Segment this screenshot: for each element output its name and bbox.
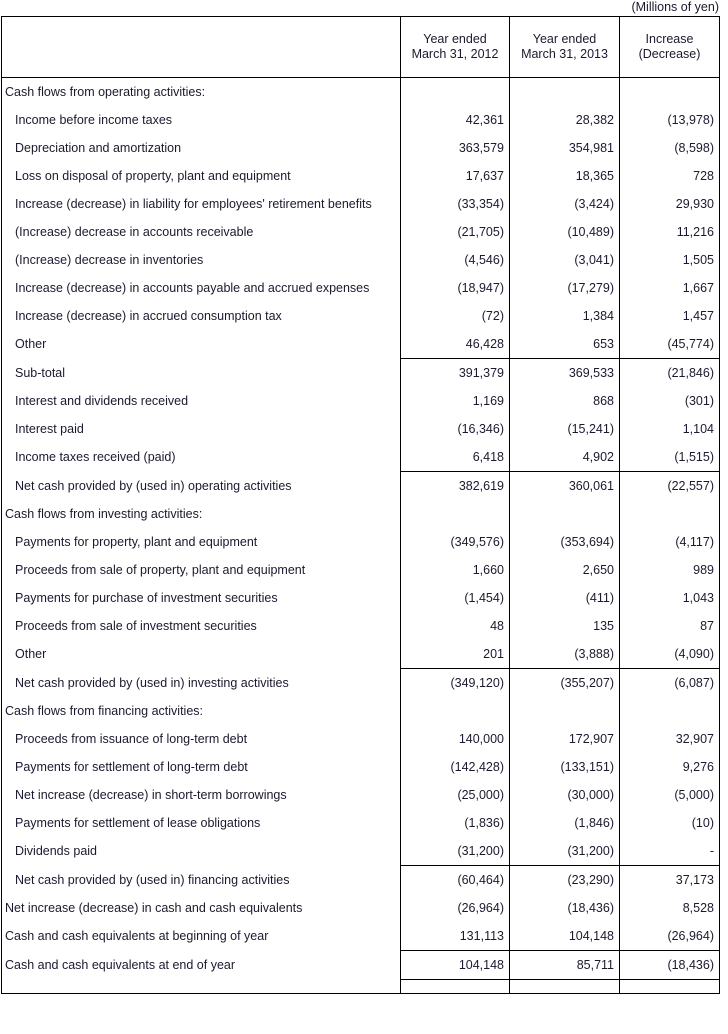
table-row bbox=[2, 472, 720, 501]
table-row bbox=[2, 584, 720, 612]
row-value-2012: (349,120) bbox=[401, 669, 510, 698]
table-row bbox=[2, 894, 720, 922]
row-label: Payments for property, plant and equipment bbox=[2, 528, 401, 556]
row-value-2013: (355,207) bbox=[510, 669, 620, 698]
row-value-2012: 1,169 bbox=[401, 387, 510, 415]
row-value-2013: 354,981 bbox=[510, 134, 620, 162]
row-value-2013: (30,000) bbox=[510, 781, 620, 809]
row-value-2012: (33,354) bbox=[401, 190, 510, 218]
column-header-year-2013-line1: Year ended bbox=[532, 32, 597, 46]
row-value-2013: 28,382 bbox=[510, 106, 620, 134]
row-label: Income before income taxes bbox=[2, 106, 401, 134]
footer-strip-2013 bbox=[510, 980, 620, 994]
row-label: Increase (decrease) in accrued consumption tax bbox=[2, 302, 401, 330]
table-header bbox=[2, 17, 720, 78]
row-label: Net cash provided by (used in) operating activities bbox=[2, 472, 401, 501]
row-value-increase-decrease: 1,667 bbox=[682, 281, 714, 295]
row-value-increase-decrease: (10) bbox=[691, 816, 714, 830]
row-value-2013: 868 bbox=[510, 387, 620, 415]
row-value-2013: (18,436) bbox=[510, 894, 620, 922]
table-row bbox=[2, 837, 720, 866]
row-value-2012 bbox=[401, 78, 510, 107]
row-value-2012: 46,428 bbox=[401, 330, 510, 359]
row-value-increase-decrease bbox=[620, 78, 720, 107]
row-value-increase-decrease bbox=[620, 500, 720, 528]
table-row bbox=[2, 162, 720, 190]
row-value-2013: 360,061 bbox=[510, 472, 620, 501]
row-value-2013: 172,907 bbox=[510, 725, 620, 753]
row-value-2012: (1,454) bbox=[401, 584, 510, 612]
row-value-2012: 391,379 bbox=[401, 359, 510, 388]
row-value-2013 bbox=[510, 78, 620, 107]
footer-strip-2012 bbox=[401, 980, 510, 994]
row-value-2012: 17,637 bbox=[401, 162, 510, 190]
row-value-2012: 48 bbox=[401, 612, 510, 640]
row-value-increase-decrease: (21,846) bbox=[620, 359, 720, 388]
table-row bbox=[2, 274, 720, 302]
row-value-2012: (18,947) bbox=[401, 274, 510, 302]
row-value-increase-decrease: - bbox=[709, 844, 714, 858]
row-value-2012 bbox=[401, 500, 510, 528]
row-value-2012: 1,660 bbox=[401, 556, 510, 584]
row-value-2013: 85,711 bbox=[510, 951, 620, 980]
row-value-2013: (17,279) bbox=[510, 274, 620, 302]
row-value-2012: 382,619 bbox=[401, 472, 510, 501]
row-value-2012: (349,576) bbox=[401, 528, 510, 556]
table-row bbox=[2, 134, 720, 162]
table-row bbox=[2, 951, 720, 980]
row-value-increase-decrease: 32,907 bbox=[675, 732, 714, 746]
row-label: Net cash provided by (used in) investing activities bbox=[2, 669, 401, 698]
row-label: Dividends paid bbox=[2, 837, 401, 866]
column-header-increase-decrease-line1: Increase bbox=[645, 32, 694, 46]
table-row bbox=[2, 443, 720, 472]
units-note: (Millions of yen) bbox=[631, 0, 719, 14]
table-row bbox=[2, 725, 720, 753]
row-value-increase-decrease: (6,087) bbox=[620, 669, 720, 698]
row-value-2012: 42,361 bbox=[401, 106, 510, 134]
row-value-2012: 363,579 bbox=[401, 134, 510, 162]
column-header-year-2013 bbox=[510, 17, 620, 78]
row-value-2012: 104,148 bbox=[401, 951, 510, 980]
row-value-2013: 369,533 bbox=[510, 359, 620, 388]
row-label: Payments for purchase of investment securities bbox=[2, 584, 401, 612]
row-value-2013 bbox=[510, 697, 620, 725]
row-label: Proceeds from sale of property, plant and equipment bbox=[2, 556, 401, 584]
row-value-increase-decrease: 728 bbox=[693, 169, 714, 183]
row-value-increase-decrease: (18,436) bbox=[620, 951, 720, 980]
row-value-2013: (3,041) bbox=[510, 246, 620, 274]
row-value-2013: (3,424) bbox=[510, 190, 620, 218]
row-value-2013: 2,650 bbox=[510, 556, 620, 584]
row-value-2012: 201 bbox=[401, 640, 510, 669]
row-value-increase-decrease: (1,515) bbox=[674, 450, 714, 464]
row-value-2013: (133,151) bbox=[510, 753, 620, 781]
row-value-2013: 653 bbox=[510, 330, 620, 359]
column-header-year-2012-line1: Year ended bbox=[423, 32, 487, 46]
row-value-increase-decrease: 37,173 bbox=[620, 866, 720, 895]
table-row bbox=[2, 922, 720, 951]
table-row bbox=[2, 669, 720, 698]
row-label: Other bbox=[2, 330, 401, 359]
cash-flow-table bbox=[1, 16, 720, 994]
row-label: Other bbox=[2, 640, 401, 669]
table-row bbox=[2, 302, 720, 330]
row-value-2012: (21,705) bbox=[401, 218, 510, 246]
row-value-2013: (353,694) bbox=[510, 528, 620, 556]
row-value-increase-decrease: 87 bbox=[700, 619, 714, 633]
row-value-2013: (15,241) bbox=[510, 415, 620, 443]
row-value-2012 bbox=[401, 697, 510, 725]
row-value-increase-decrease: 1,457 bbox=[682, 309, 714, 323]
table-row bbox=[2, 697, 720, 725]
row-label: Net increase (decrease) in short-term borrowings bbox=[2, 781, 401, 809]
row-label: Cash and cash equivalents at beginning of year bbox=[2, 922, 401, 951]
row-value-increase-decrease: (22,557) bbox=[620, 472, 720, 501]
row-value-increase-decrease: (4,090) bbox=[674, 647, 714, 661]
column-header-year-2013-line2: March 31, 2013 bbox=[521, 47, 608, 61]
row-label: Payments for settlement of lease obligations bbox=[2, 809, 401, 837]
row-value-2012: 6,418 bbox=[401, 443, 510, 472]
table-row bbox=[2, 781, 720, 809]
row-value-increase-decrease: 29,930 bbox=[675, 197, 714, 211]
table-row bbox=[2, 500, 720, 528]
row-value-increase-decrease: (45,774) bbox=[667, 337, 714, 351]
row-value-increase-decrease: 1,043 bbox=[682, 591, 714, 605]
table-row bbox=[2, 528, 720, 556]
row-value-2013: (31,200) bbox=[510, 837, 620, 866]
row-value-increase-decrease: (301) bbox=[684, 394, 714, 408]
column-header-label bbox=[2, 17, 401, 78]
table-row bbox=[2, 218, 720, 246]
table-row bbox=[2, 640, 720, 669]
row-value-2013: 4,902 bbox=[510, 443, 620, 472]
row-value-increase-decrease: 1,505 bbox=[682, 253, 714, 267]
row-value-increase-decrease: (4,117) bbox=[675, 535, 714, 549]
column-header-year-2012 bbox=[401, 17, 510, 78]
row-value-2012: (142,428) bbox=[401, 753, 510, 781]
table-row bbox=[2, 556, 720, 584]
row-value-2013: (1,846) bbox=[510, 809, 620, 837]
row-label: Cash flows from financing activities: bbox=[2, 697, 401, 725]
row-value-increase-decrease: (26,964) bbox=[667, 929, 714, 943]
table-row bbox=[2, 330, 720, 359]
row-value-2012: (60,464) bbox=[401, 866, 510, 895]
row-label: Interest and dividends received bbox=[2, 387, 401, 415]
row-label: Net increase (decrease) in cash and cash equivalents bbox=[2, 894, 401, 922]
row-label: Increase (decrease) in accounts payable and accrued expenses bbox=[2, 274, 401, 302]
row-value-increase-decrease: 11,216 bbox=[676, 225, 714, 239]
table-row bbox=[2, 359, 720, 388]
row-label: Net cash provided by (used in) financing activities bbox=[2, 866, 401, 895]
row-value-increase-decrease: 8,528 bbox=[682, 901, 714, 915]
table-row bbox=[2, 415, 720, 443]
table-row bbox=[2, 612, 720, 640]
row-value-2012: 140,000 bbox=[401, 725, 510, 753]
table-footer-strip bbox=[2, 980, 720, 994]
row-label: Interest paid bbox=[2, 415, 401, 443]
row-value-2012: (72) bbox=[401, 302, 510, 330]
row-label: Cash flows from investing activities: bbox=[2, 500, 401, 528]
row-label: Income taxes received (paid) bbox=[2, 443, 401, 472]
row-value-2013: (3,888) bbox=[510, 640, 620, 669]
table-row bbox=[2, 753, 720, 781]
row-value-2012: (16,346) bbox=[401, 415, 510, 443]
row-value-increase-decrease: (8,598) bbox=[674, 141, 714, 155]
column-header-increase-decrease-line2: (Decrease) bbox=[638, 47, 701, 61]
column-header-increase-decrease bbox=[620, 17, 720, 78]
row-value-2012: (25,000) bbox=[401, 781, 510, 809]
table-row bbox=[2, 78, 720, 107]
row-value-2012: (31,200) bbox=[401, 837, 510, 866]
row-value-2013: 1,384 bbox=[510, 302, 620, 330]
row-value-increase-decrease: 989 bbox=[693, 563, 714, 577]
header-row bbox=[2, 17, 720, 78]
row-label: Increase (decrease) in liability for employees' retirement benefits bbox=[2, 190, 401, 218]
row-label: Proceeds from issuance of long-term debt bbox=[2, 725, 401, 753]
row-value-2012: (1,836) bbox=[401, 809, 510, 837]
table-row bbox=[2, 387, 720, 415]
column-header-year-2012-line2: March 31, 2012 bbox=[411, 47, 499, 61]
row-value-increase-decrease bbox=[620, 697, 720, 725]
row-label: (Increase) decrease in accounts receivable bbox=[2, 218, 401, 246]
table-row bbox=[2, 809, 720, 837]
table-row bbox=[2, 246, 720, 274]
table-row bbox=[2, 106, 720, 134]
table-body bbox=[2, 78, 720, 994]
row-value-increase-decrease: 1,104 bbox=[682, 422, 714, 436]
row-value-2012: (26,964) bbox=[401, 894, 510, 922]
row-label: Payments for settlement of long-term debt bbox=[2, 753, 401, 781]
table-row bbox=[2, 866, 720, 895]
row-value-2013: (23,290) bbox=[510, 866, 620, 895]
row-label: Sub-total bbox=[2, 359, 401, 388]
row-value-increase-decrease: 9,276 bbox=[682, 760, 714, 774]
row-value-increase-decrease: (5,000) bbox=[674, 788, 714, 802]
row-value-2013: (411) bbox=[510, 584, 620, 612]
row-value-2013 bbox=[510, 500, 620, 528]
row-value-2012: (4,546) bbox=[401, 246, 510, 274]
row-label: Cash flows from operating activities: bbox=[2, 78, 401, 107]
row-value-2013: 18,365 bbox=[510, 162, 620, 190]
footer-strip-label bbox=[2, 980, 401, 994]
row-value-2012: 131,113 bbox=[401, 922, 510, 951]
row-label: (Increase) decrease in inventories bbox=[2, 246, 401, 274]
row-value-increase-decrease: (13,978) bbox=[667, 113, 714, 127]
row-value-2013: 104,148 bbox=[510, 922, 620, 951]
row-value-2013: 135 bbox=[510, 612, 620, 640]
row-value-2013: (10,489) bbox=[510, 218, 620, 246]
row-label: Depreciation and amortization bbox=[2, 134, 401, 162]
row-label: Cash and cash equivalents at end of year bbox=[2, 951, 401, 980]
row-label: Proceeds from sale of investment securities bbox=[2, 612, 401, 640]
table-row bbox=[2, 190, 720, 218]
footer-strip-delta bbox=[620, 980, 720, 994]
row-label: Loss on disposal of property, plant and equipment bbox=[2, 162, 401, 190]
